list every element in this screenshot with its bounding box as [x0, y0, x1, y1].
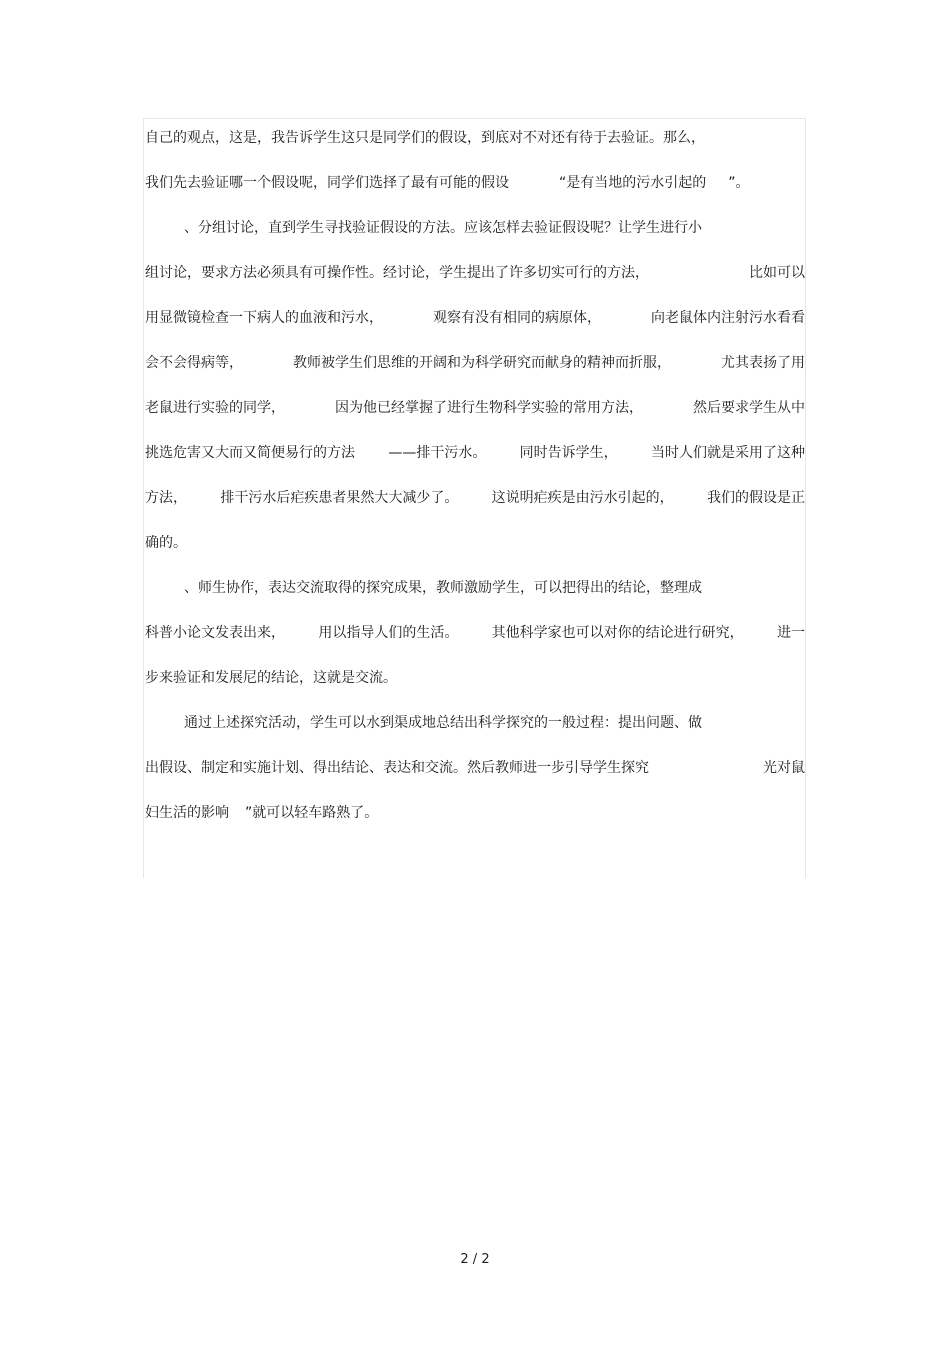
text-segment: 我们的假设是正 — [706, 490, 805, 506]
text-segment: 用显微镜检查一下病人的血液和污水， — [145, 310, 383, 326]
text-line — [145, 398, 805, 418]
text-segment: 会不会得病等， — [145, 355, 243, 371]
text-segment: 步来验证和发展尼的结论，这就是交流。 — [145, 670, 397, 686]
text-segment: 观察有没有相同的病原体， — [433, 310, 601, 326]
text-segment: 因为他已经掌握了进行生物科学实验的常用方法， — [335, 400, 643, 416]
text-line — [145, 803, 805, 823]
text-segment: 、师生协作，表达交流取得的探究成果，教师激励学生，可以把得出的结论，整理成 — [184, 580, 702, 596]
text-line — [145, 668, 805, 688]
text-line — [145, 623, 805, 643]
text-segment: 比如可以 — [749, 265, 805, 281]
text-segment: 其他科学家也可以对你的结论进行研究， — [491, 625, 744, 641]
text-segment: 妇生活的影响 — [145, 805, 229, 821]
text-segment: 老鼠进行实验的同学， — [145, 400, 285, 416]
text-line — [145, 128, 805, 148]
text-segment: “是有当地的污水引起的 — [559, 175, 707, 191]
text-segment: 向老鼠体内注射污水看看 — [651, 310, 805, 326]
text-segment: 这说明疟疾是由污水引起的， — [491, 490, 674, 506]
text-segment: 自己的观点，这是，我告诉学生这只是同学们的假设，到底对不对还有待于去验证。那么， — [145, 130, 705, 146]
text-line — [145, 443, 805, 463]
text-segment: ——排干污水。 — [388, 445, 487, 461]
text-segment: 确的。 — [145, 535, 187, 551]
text-line — [145, 308, 805, 328]
text-segment: 当时人们就是采用了这种 — [650, 445, 805, 461]
text-segment: 方法， — [145, 490, 187, 506]
text-segment: 、分组讨论，直到学生寻找验证假设的方法。应该怎样去验证假设呢？让学生进行小 — [184, 220, 702, 236]
text-segment: 尤其表扬了用 — [721, 355, 805, 371]
text-segment: 通过上述探究活动，学生可以水到渠成地总结出科学探究的一般过程：提出问题、做 — [184, 715, 702, 731]
text-segment: 用以指导人们的生活。 — [318, 625, 459, 641]
text-segment: 排干污水后疟疾患者果然大大减少了。 — [220, 490, 459, 506]
text-segment: ”。 — [728, 175, 750, 191]
text-segment: 我们先去验证哪一个假设呢，同学们选择了最有可能的假设 — [145, 175, 509, 191]
text-segment: 科普小论文发表出来， — [145, 625, 285, 641]
text-segment: 光对鼠 — [763, 760, 805, 776]
text-line — [145, 488, 805, 508]
text-segment: 出假设、制定和实施计划、得出结论、表达和交流。然后教师进一步引导学生探究 — [145, 760, 649, 776]
text-segment: 挑选危害又大而又简便易行的方法 — [145, 445, 355, 461]
text-line — [145, 533, 805, 553]
text-segment: 进一 — [776, 625, 805, 641]
text-segment: 组讨论，要求方法必须具有可操作性。经讨论，学生提出了许多切实可行的方法， — [145, 265, 649, 281]
text-line — [145, 758, 805, 778]
text-segment: 然后要求学生从中 — [693, 400, 805, 416]
text-line — [145, 173, 805, 193]
page-number: 2 / 2 — [460, 1252, 490, 1267]
text-segment: 同时告诉学生， — [519, 445, 618, 461]
text-line — [184, 218, 804, 238]
text-segment: 教师被学生们思维的开阔和为科学研究而献身的精神而折服， — [293, 355, 671, 371]
text-line — [184, 578, 804, 598]
text-line — [184, 713, 804, 733]
text-line — [145, 263, 805, 283]
text-line — [145, 353, 805, 373]
text-segment: ”就可以轻车路熟了。 — [245, 805, 379, 821]
